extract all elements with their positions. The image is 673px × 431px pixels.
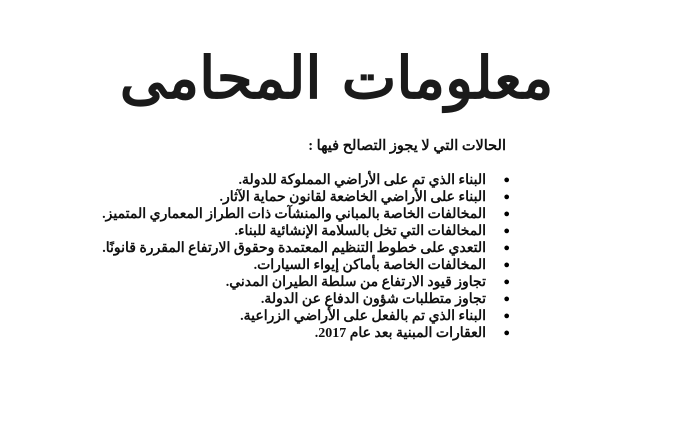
bullet-icon: ● [503, 174, 510, 186]
list-item-text: تجاوز متطلبات شؤون الدفاع عن الدولة. [260, 292, 486, 307]
bullet-icon: ● [503, 293, 510, 305]
list-item-text: البناء الذي تم على الأراضي المملوكة للدولة. [238, 173, 486, 188]
intro-heading: الحالات التي لا يجوز التصالح فيها : [308, 138, 506, 154]
bullet-icon: ● [503, 191, 510, 203]
list-item-text: البناء على الأراضي الخاضعة لقانون حماية الآثار. [219, 190, 486, 205]
list-item [102, 206, 510, 223]
list-item [102, 189, 510, 206]
list-item-text: تجاوز قيود الارتفاع من سلطة الطيران المدني. [225, 275, 486, 290]
list-item [102, 172, 510, 189]
bullet-icon: ● [503, 208, 510, 220]
bullet-icon: ● [503, 259, 510, 271]
non-reconcilable-cases-list [102, 172, 510, 342]
list-item-text: المخالفات الخاصة بالمباني والمنشآت ذات الطراز المعماري المتميز. [102, 207, 486, 222]
list-item [102, 240, 510, 257]
bullet-icon: ● [503, 276, 510, 288]
list-item-text: التعدي على خطوط التنظيم المعتمدة وحقوق الارتفاع المقررة قانونًا. [102, 241, 486, 256]
bullet-icon: ● [503, 310, 510, 322]
list-item [102, 308, 510, 325]
page-title: معلومات المحامى [119, 44, 554, 112]
list-item-text: المخالفات التي تخل بالسلامة الإنشائية للبناء. [234, 224, 486, 239]
list-item [102, 291, 510, 308]
bullet-icon: ● [503, 327, 510, 339]
list-item [102, 257, 510, 274]
list-item [102, 223, 510, 240]
list-item-text: البناء الذي تم بالفعل على الأراضي الزراعية. [240, 309, 486, 324]
list-item-text: المخالفات الخاصة بأماكن إيواء السيارات. [253, 258, 486, 273]
bullet-icon: ● [503, 242, 510, 254]
list-item [102, 325, 510, 342]
list-item-text: العقارات المبنية بعد عام 2017. [314, 326, 486, 341]
list-item [102, 274, 510, 291]
bullet-icon: ● [503, 225, 510, 237]
